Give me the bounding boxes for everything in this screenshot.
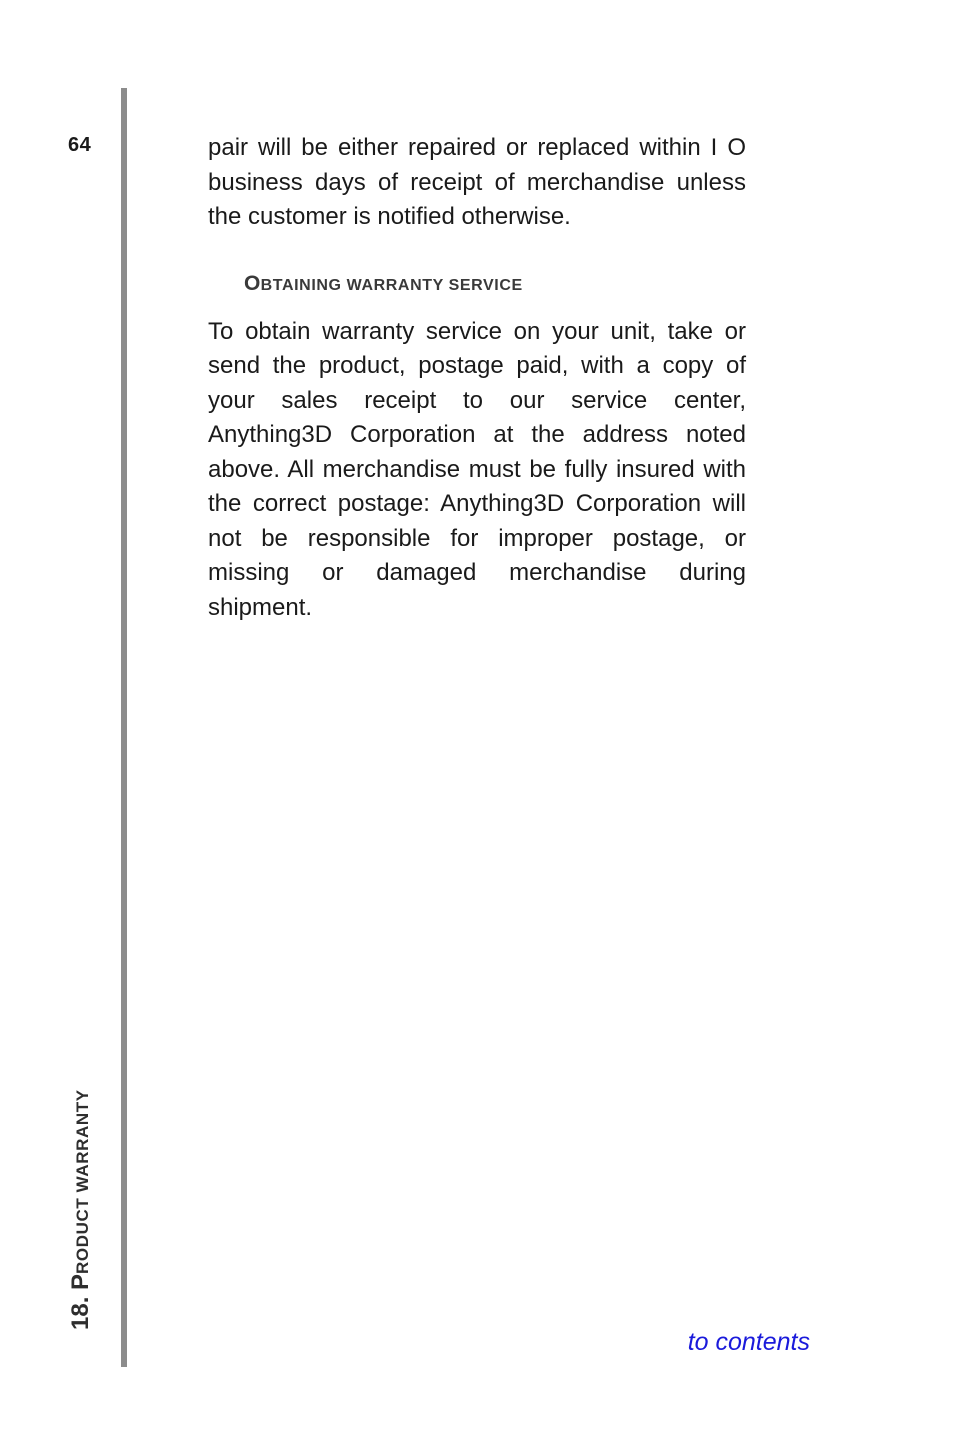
chapter-label-first: 18. P <box>67 1273 94 1330</box>
margin-rule <box>121 88 127 1367</box>
chapter-header <box>66 1089 98 1330</box>
page-number: 64 <box>68 134 92 156</box>
section-heading-first: O <box>244 271 261 295</box>
paragraph-warranty-service: To obtain warranty service on your unit, take or send the product, postage paid, with a copy of your sales receipt to our service center, Anything3D Corporation at the address noted above. All merchandise must be fully insured with the correct postage: Anything3D Corporation will not be responsible for improper postage, or missing or damaged merchandise during shipment. <box>208 317 746 621</box>
section-heading <box>244 269 746 301</box>
paragraph-continuation: pair will be either repaired or replaced within I O business days of receipt of merchandise unless the customer is notified otherwise. <box>208 134 746 230</box>
main-content <box>208 131 746 625</box>
chapter-label-rest: RODUCT WARRANTY <box>73 1089 92 1274</box>
section-heading-rest: BTAINING WARRANTY SERVICE <box>260 276 523 294</box>
to-contents-link[interactable]: to contents <box>687 1328 810 1356</box>
